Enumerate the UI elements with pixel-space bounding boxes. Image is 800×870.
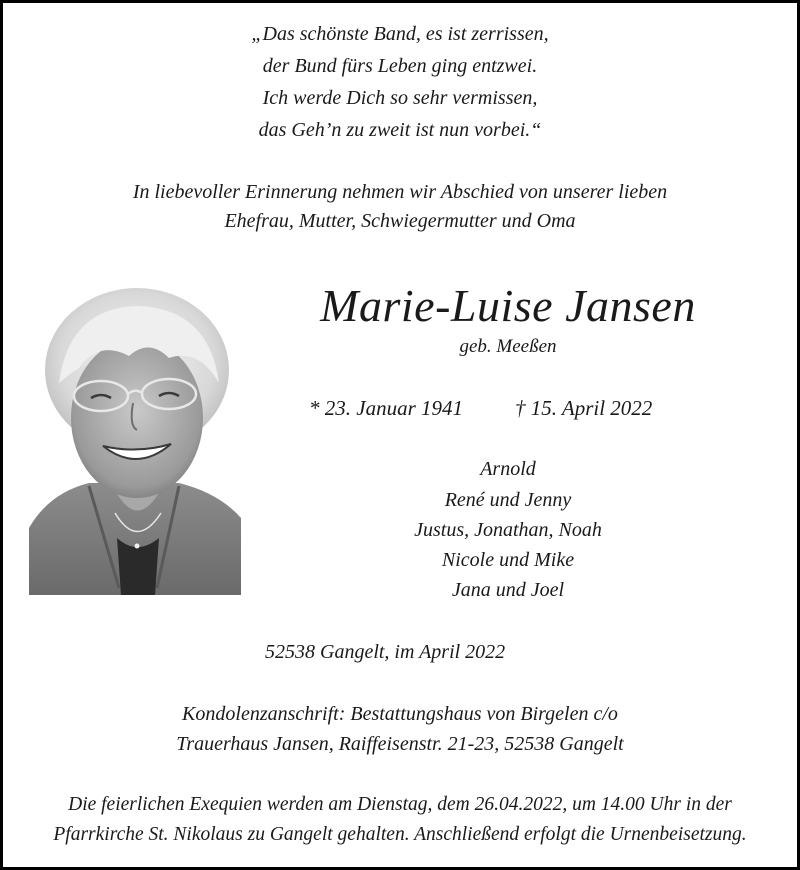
intro-line-1: In liebevoller Erinnerung nehmen wir Abschied von unserer lieben: [132, 181, 668, 203]
place-date: 52538 Gangelt, im April 2022: [265, 641, 506, 663]
service-line-1: Die feierlichen Exequien werden am Dienstag, dem 26.04.2022, um 14.00 Uhr in der: [68, 794, 732, 815]
service-line-2: Pfarrkirche St. Nikolaus zu Gangelt gehalten. Anschließend erfolgt die Urnenbeisetzung.: [53, 824, 747, 845]
family-line-3: Justus, Jonathan, Noah: [414, 519, 602, 541]
family-line-1: Arnold: [480, 458, 536, 480]
family-line-4: Nicole und Mike: [441, 549, 575, 571]
family-line-5: Jana und Joel: [451, 579, 565, 601]
poem-line-1: „Das schönste Band, es ist zerrissen,: [251, 23, 549, 45]
intro-line-2: Ehefrau, Mutter, Schwiegermutter und Oma: [224, 210, 576, 232]
death-date: † 15. April 2022: [515, 396, 653, 420]
portrait-icon: [29, 288, 241, 595]
birth-name: geb. Meeßen: [459, 336, 557, 357]
portrait-photo: [29, 288, 241, 595]
poem-line-2: der Bund fürs Leben ging entzwei.: [262, 55, 538, 77]
poem-line-3: Ich werde Dich so sehr vermissen,: [262, 87, 538, 109]
poem-line-4: das Geh’n zu zweit ist nun vorbei.“: [258, 119, 542, 141]
deceased-name: Marie-Luise Jansen: [320, 280, 696, 331]
condolence-line-1: Kondolenzanschrift: Bestattungshaus von Birgelen c/o: [182, 703, 618, 725]
family-line-2: René und Jenny: [444, 489, 572, 511]
condolence-line-2: Trauerhaus Jansen, Raiffeisenstr. 21-23, 52538 Gangelt: [176, 733, 624, 755]
birth-date: * 23. Januar 1941: [309, 396, 463, 420]
